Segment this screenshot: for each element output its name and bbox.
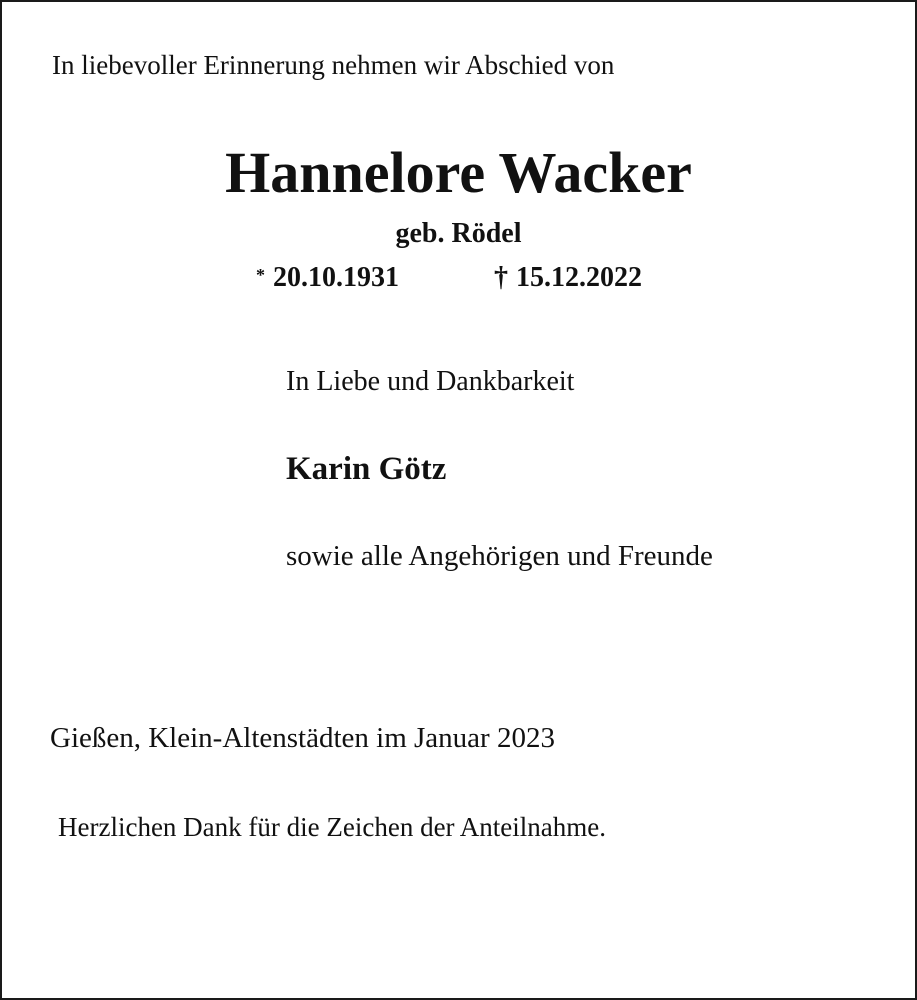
death-date: 15.12.2022: [516, 262, 642, 293]
place-date: Gießen, Klein-Altenstädten im Januar 2023: [50, 722, 555, 754]
thanks-line: Herzlichen Dank für die Zeichen der Anteilnahme.: [58, 812, 607, 842]
deceased-name: Hannelore Wacker: [225, 140, 692, 205]
mourner-name: Karin Götz: [286, 451, 447, 487]
birth-name: geb. Rödel: [395, 218, 522, 249]
others-line: sowie alle Angehörigen und Freunde: [286, 540, 713, 572]
love-line: In Liebe und Dankbarkeit: [286, 366, 575, 397]
intro-text: In liebevoller Erinnerung nehmen wir Abschied von: [52, 50, 615, 80]
birth-date: 20.10.1931: [273, 262, 399, 293]
death-cross-icon: †: [494, 262, 508, 293]
birth-date-group: [256, 264, 399, 292]
death-date-group: [494, 264, 642, 292]
birth-star-icon: *: [256, 265, 265, 285]
